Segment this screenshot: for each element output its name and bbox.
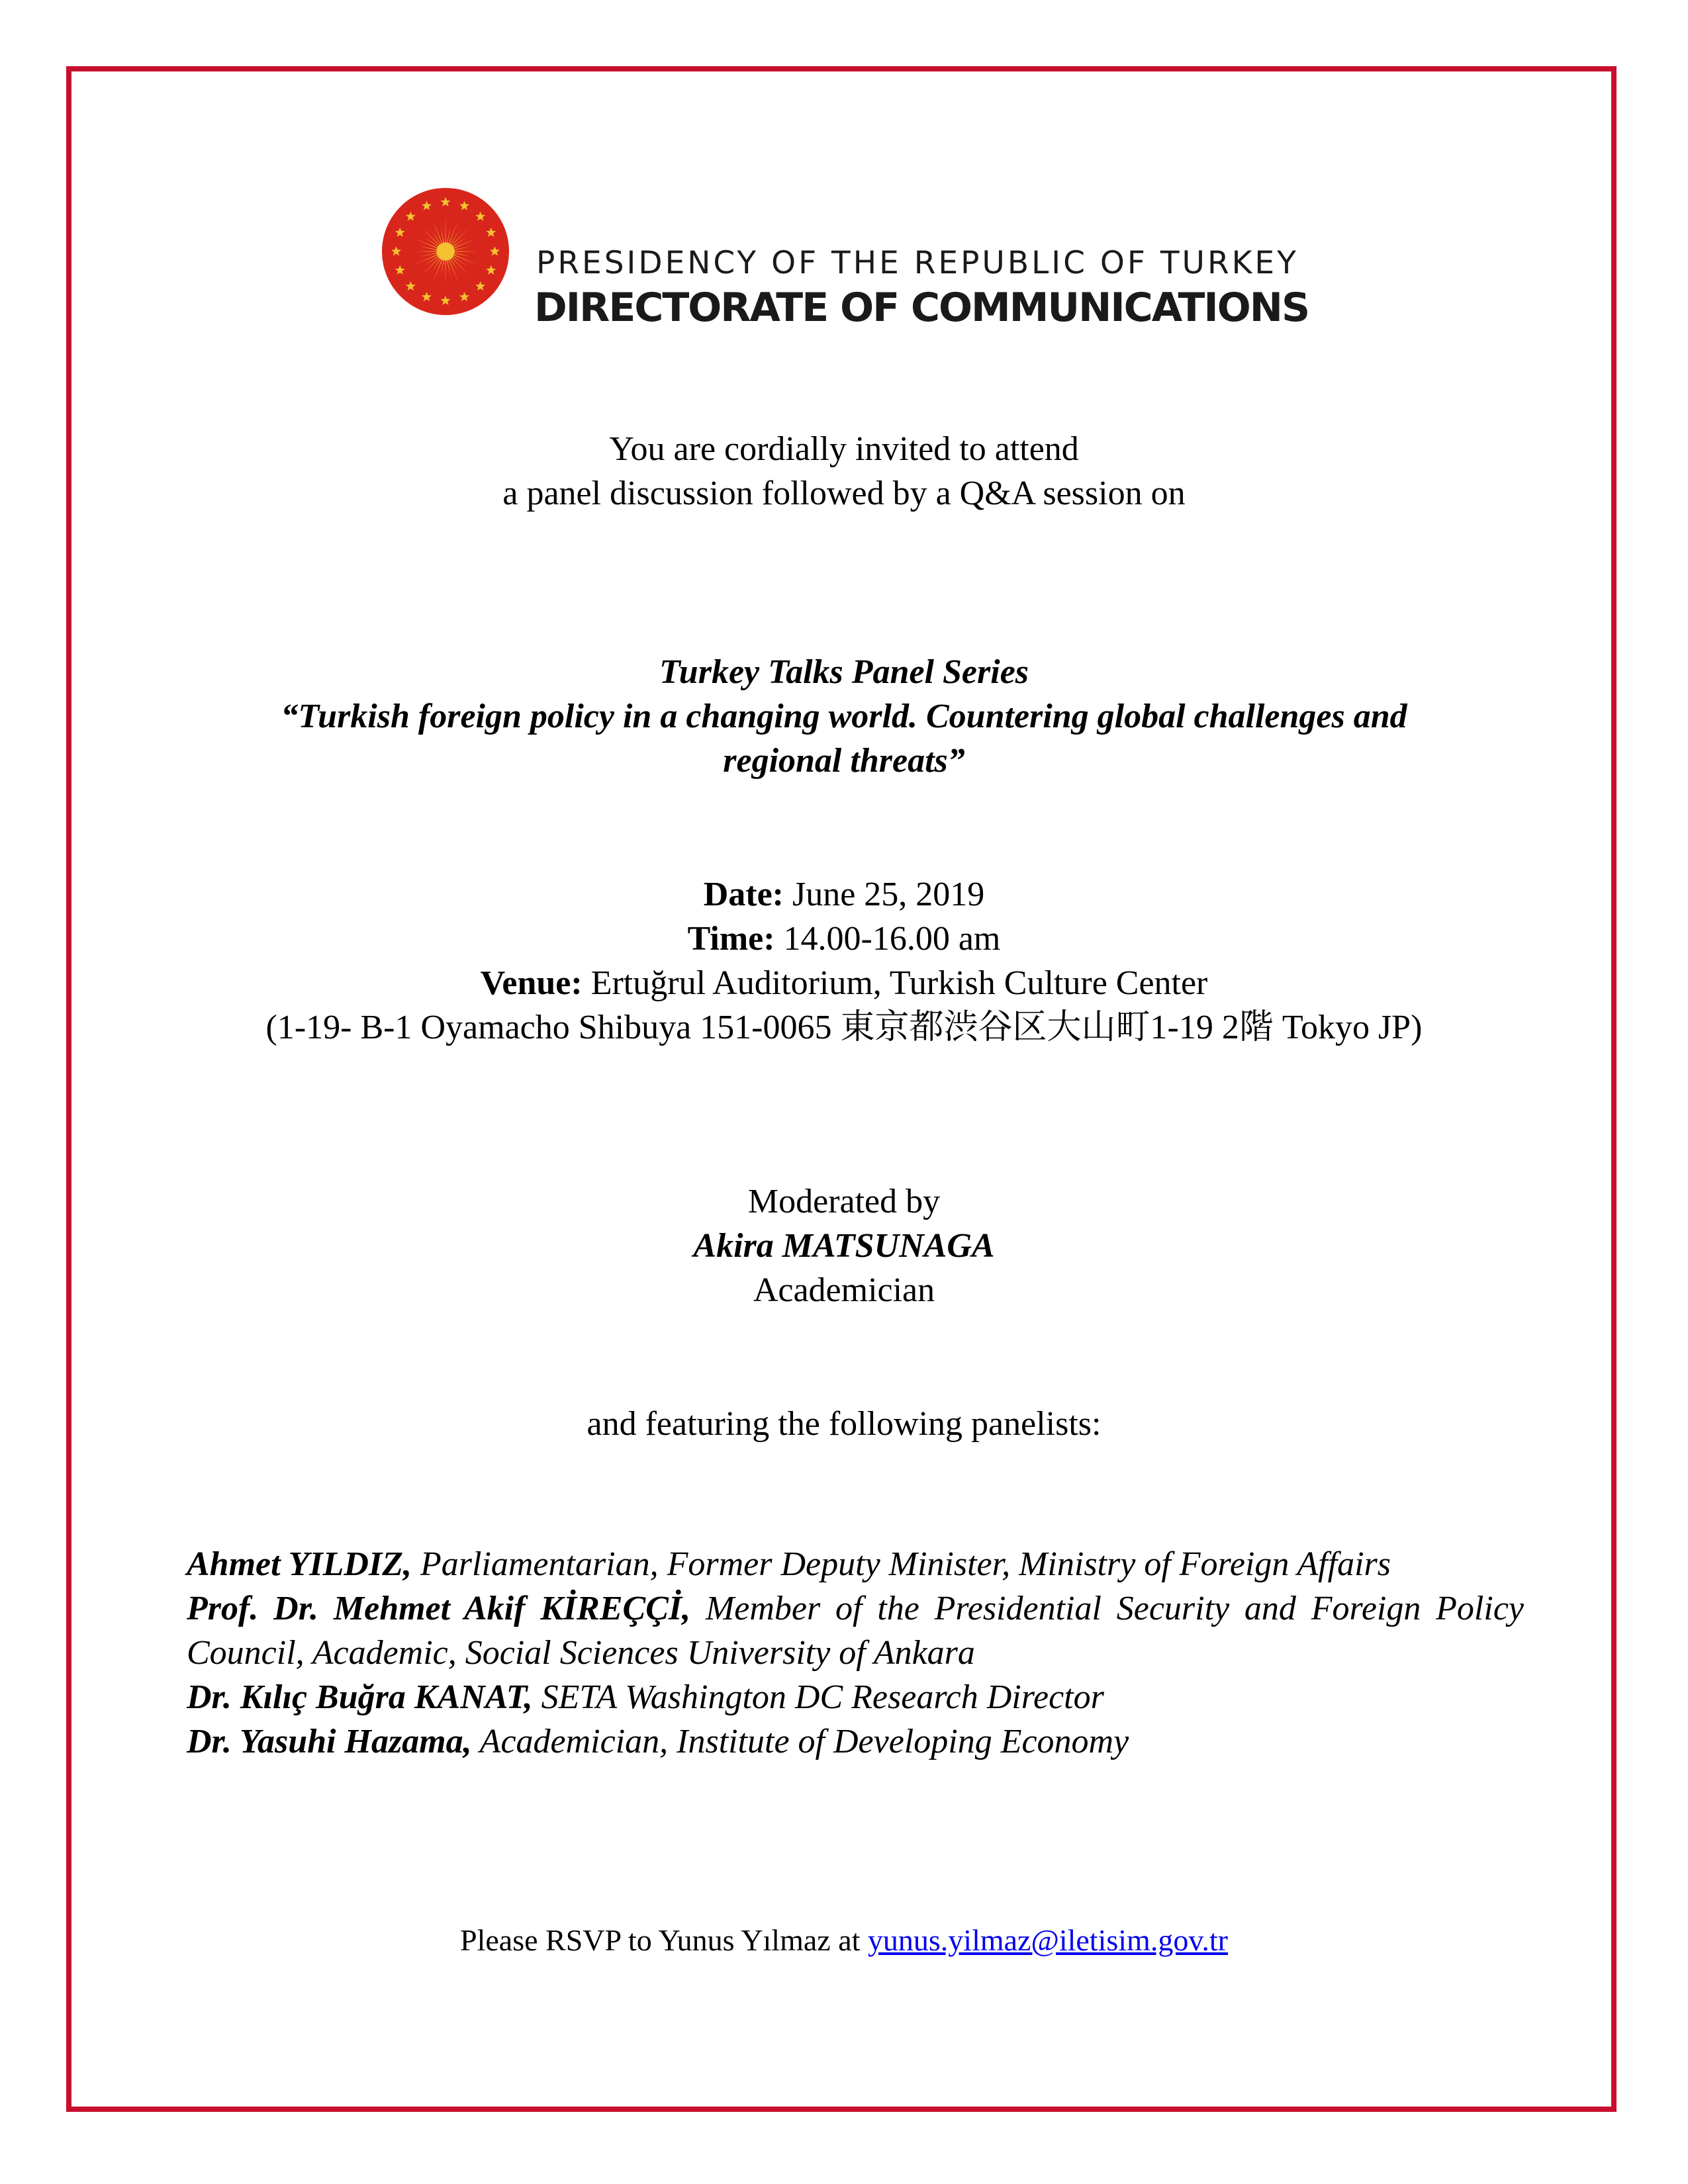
- panelist-name: Dr. Yasuhi Hazama,: [187, 1723, 472, 1760]
- venue-address: (1-19- B-1 Oyamacho Shibuya 151-0065 東京都渋谷区大山町1-19 2階 Tokyo JP): [265, 1009, 1423, 1046]
- time-row: [132, 917, 1556, 961]
- invitation-line-2: a panel discussion followed by a Q&A session on: [502, 475, 1186, 512]
- invitation-text: [132, 427, 1556, 516]
- venue-row: [132, 961, 1556, 1005]
- panelist-entry: [187, 1719, 1524, 1764]
- panelist-name: Ahmet YILDIZ,: [187, 1545, 412, 1583]
- rsvp-text: Please RSVP to Yunus Yılmaz at: [460, 1923, 868, 1957]
- panelist-entry: [187, 1586, 1524, 1675]
- panelist-entry: [187, 1542, 1524, 1586]
- org-name-presidency: PRESIDENCY OF THE REPUBLIC OF TURKEY: [536, 245, 1299, 281]
- panelist-entry: [187, 1675, 1524, 1719]
- panelist-name: Dr. Kılıç Buğra KANAT,: [187, 1678, 533, 1716]
- event-title-line-2: regional threats”: [723, 742, 965, 780]
- event-details: [132, 872, 1556, 1050]
- invitation-line-1: You are cordially invited to attend: [609, 430, 1079, 468]
- date-value: June 25, 2019: [783, 876, 985, 913]
- panelist-role: Parliamentarian, Former Deputy Minister, Ministry of Foreign Affairs: [411, 1545, 1391, 1583]
- date-label: Date:: [703, 876, 784, 913]
- rsvp-email-link[interactable]: yunus.yilmaz@iletisim.gov.tr: [867, 1923, 1228, 1957]
- org-name-directorate: DIRECTORATE OF COMMUNICATIONS: [534, 285, 1309, 331]
- page-border: [66, 66, 1617, 2112]
- rsvp-line: [132, 1923, 1556, 1958]
- panelist-role: Academician, Institute of Developing Economy: [471, 1723, 1129, 1760]
- event-title-block: [132, 650, 1556, 783]
- moderator-title: Academician: [753, 1271, 935, 1309]
- panelists-intro: and featuring the following panelists:: [586, 1405, 1102, 1443]
- presidential-seal-icon: [381, 187, 510, 316]
- event-title-line-1: “Turkish foreign policy in a changing world. Countering global challenges and: [281, 698, 1407, 735]
- moderator-block: [132, 1179, 1556, 1312]
- panelist-role: Member of the Presidential Security and Foreign Policy Council, Academic, Social Sciences University of Ankara: [187, 1590, 1524, 1672]
- venue-label: Venue:: [480, 964, 583, 1002]
- time-value: 14.00-16.00 am: [774, 920, 1001, 958]
- moderator-label: Moderated by: [747, 1183, 941, 1220]
- panelists-list: [187, 1542, 1524, 1764]
- panelist-role: SETA Washington DC Research Director: [532, 1678, 1104, 1716]
- time-label: Time:: [687, 920, 775, 958]
- venue-value: Ertuğrul Auditorium, Turkish Culture Center: [582, 964, 1208, 1002]
- header-logo: [381, 187, 1340, 331]
- date-row: [132, 872, 1556, 917]
- panelist-name: Prof. Dr. Mehmet Akif KİREÇÇİ,: [187, 1590, 691, 1627]
- moderator-name: Akira MATSUNAGA: [693, 1227, 995, 1265]
- series-name: Turkey Talks Panel Series: [659, 653, 1029, 691]
